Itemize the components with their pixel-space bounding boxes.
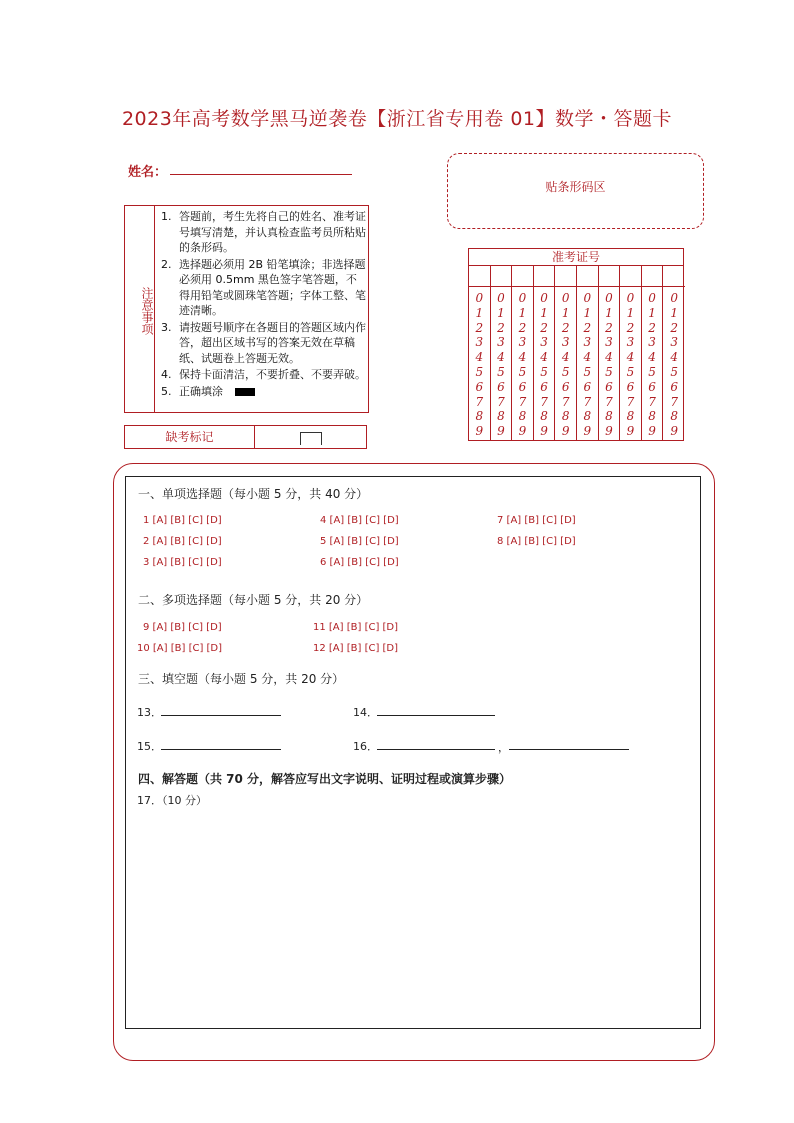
exam-id-digit-bubble[interactable]: 4 — [518, 350, 527, 365]
exam-id-digit-bubble[interactable]: 1 — [561, 305, 570, 320]
exam-id-digit-bubble[interactable]: 6 — [605, 379, 613, 394]
exam-id-digit-bubble[interactable]: 2 — [540, 320, 548, 335]
exam-id-digit-bubble[interactable]: 0 — [648, 291, 656, 305]
exam-id-digit-bubble[interactable]: 6 — [497, 379, 505, 394]
exam-id-digit-bubble[interactable]: 1 — [648, 305, 656, 320]
exam-id-digit-bubble[interactable]: 5 — [648, 364, 656, 379]
exam-id-column — [577, 266, 599, 441]
note-item — [161, 320, 366, 367]
exam-id-digit-bubble[interactable]: 1 — [626, 305, 635, 320]
name-label: 姓名： — [128, 165, 168, 180]
exam-id-digit-bubble[interactable]: 8 — [475, 409, 484, 424]
exam-id-digit-bubble[interactable]: 0 — [670, 291, 678, 305]
exam-id-digit-bubble[interactable]: 4 — [475, 350, 484, 365]
fill-question-number: 14． — [353, 706, 378, 719]
note-text: 选择题必须用 2B 铅笔填涂；非选择题必须用 0.5mm 黑色签字笔答题，不得用铅笔或圆珠笔答题；字体工整、笔迹清晰。 — [179, 257, 366, 317]
exam-id-digit-bubble[interactable]: 8 — [518, 409, 527, 424]
exam-id-digit-bubble[interactable]: 9 — [583, 424, 592, 439]
exam-id-digit-bubble[interactable]: 0 — [561, 291, 570, 305]
exam-id-digit-bubble[interactable]: 8 — [497, 409, 505, 424]
exam-id-digit-bubble[interactable]: 3 — [670, 335, 678, 350]
exam-id-digit-bubble[interactable]: 8 — [670, 409, 678, 424]
choice-question[interactable]: 12 [A] [B] [C] [D] — [313, 643, 399, 654]
note-text: 正确填涂 — [179, 384, 223, 398]
exam-id-digit-bubble[interactable]: 5 — [540, 364, 548, 379]
note-number: 3. — [161, 320, 172, 334]
exam-id-digit-bubble[interactable]: 7 — [626, 394, 635, 409]
exam-id-digit-bubble[interactable]: 4 — [605, 350, 613, 365]
absent-mark-box — [124, 425, 367, 449]
fill-answer-line[interactable] — [377, 749, 495, 750]
exam-id-digit-bubble[interactable]: 1 — [583, 305, 592, 320]
choice-question[interactable]: 10 [A] [B] [C] [D] — [137, 643, 223, 654]
exam-id-digit-bubble[interactable]: 9 — [670, 424, 678, 439]
answer-question-label: 17．（10 分） — [137, 794, 207, 807]
exam-id-digit-bubble[interactable]: 1 — [540, 305, 548, 320]
fill-question-number: 15． — [137, 740, 162, 753]
exam-id-digit-bubble[interactable]: 4 — [540, 350, 548, 365]
exam-id-write-cell[interactable] — [620, 266, 641, 287]
exam-id-digit-bubble[interactable]: 3 — [497, 335, 505, 350]
exam-id-digit-list — [534, 287, 555, 439]
exam-id-digit-bubble[interactable]: 8 — [626, 409, 635, 424]
exam-id-digit-bubble[interactable]: 3 — [540, 335, 548, 350]
exam-id-digit-bubble[interactable]: 9 — [497, 424, 505, 439]
absent-checkbox[interactable] — [300, 432, 322, 445]
name-input-line[interactable] — [170, 174, 352, 175]
exam-id-digit-bubble[interactable]: 6 — [475, 379, 484, 394]
note-text: 保持卡面清洁，不要折叠、不要弄破。 — [179, 368, 366, 381]
note-number: 1. — [161, 210, 172, 223]
exam-id-digit-bubble[interactable]: 4 — [626, 350, 635, 365]
note-item — [161, 367, 366, 383]
exam-id-digit-bubble[interactable]: 1 — [605, 305, 613, 320]
exam-id-column — [555, 266, 577, 441]
barcode-label: 贴条形码区 — [545, 180, 606, 194]
exam-id-digit-bubble[interactable]: 7 — [648, 394, 656, 409]
exam-id-digit-bubble[interactable]: 3 — [605, 335, 613, 350]
note-number: 5. — [161, 384, 172, 398]
exam-id-digit-bubble[interactable]: 5 — [626, 364, 635, 379]
exam-id-column — [599, 266, 621, 441]
exam-id-digit-bubble[interactable]: 7 — [670, 394, 678, 409]
exam-id-digit-bubble[interactable]: 4 — [561, 350, 570, 365]
exam-id-digit-bubble[interactable]: 0 — [605, 291, 613, 305]
exam-id-digit-bubble[interactable]: 8 — [648, 409, 656, 424]
exam-id-write-cell[interactable] — [599, 266, 620, 287]
exam-id-digit-bubble[interactable]: 3 — [475, 335, 484, 350]
exam-id-digit-bubble[interactable]: 2 — [605, 320, 613, 335]
exam-id-digit-bubble[interactable]: 5 — [518, 364, 527, 379]
exam-id-grid — [468, 248, 684, 441]
exam-id-digit-bubble[interactable]: 3 — [561, 335, 570, 350]
exam-id-digit-bubble[interactable]: 2 — [518, 320, 527, 335]
choice-question[interactable]: 7 [A] [B] [C] [D] — [497, 515, 576, 526]
exam-id-digit-bubble[interactable]: 0 — [583, 291, 592, 305]
choice-question[interactable]: 5 [A] [B] [C] [D] — [320, 536, 399, 547]
exam-id-digit-bubble[interactable]: 6 — [648, 379, 656, 394]
choice-question[interactable]: 8 [A] [B] [C] [D] — [497, 536, 576, 547]
exam-id-digit-bubble[interactable]: 7 — [497, 394, 505, 409]
exam-id-digit-bubble[interactable]: 2 — [583, 320, 592, 335]
exam-id-digit-bubble[interactable]: 7 — [475, 394, 484, 409]
note-item — [161, 257, 366, 319]
exam-id-write-cell[interactable] — [555, 266, 576, 287]
choice-question[interactable]: 6 [A] [B] [C] [D] — [320, 557, 399, 568]
exam-id-digit-bubble[interactable]: 6 — [626, 379, 635, 394]
exam-id-digit-bubble[interactable]: 9 — [648, 424, 656, 439]
exam-id-digit-bubble[interactable]: 5 — [497, 364, 505, 379]
page-title: 2023年高考数学黑马逆袭卷【浙江省专用卷 01】数学・答题卡 — [121, 108, 673, 130]
exam-id-digit-bubble[interactable]: 2 — [497, 320, 505, 335]
exam-id-digit-bubble[interactable]: 6 — [670, 379, 678, 394]
exam-id-digit-bubble[interactable]: 8 — [605, 409, 613, 424]
section-answer-heading: 四、解答题（共 70 分，解答应写出文字说明、证明过程或演算步骤） — [138, 772, 512, 786]
fill-answer-line[interactable] — [161, 715, 281, 716]
exam-id-digit-bubble[interactable]: 7 — [518, 394, 527, 409]
exam-id-digit-bubble[interactable]: 2 — [670, 320, 678, 335]
exam-id-digit-bubble[interactable]: 4 — [670, 350, 678, 365]
exam-id-digit-bubble[interactable]: 9 — [605, 424, 613, 439]
exam-id-digit-list — [620, 287, 641, 439]
exam-id-digit-bubble[interactable]: 3 — [518, 335, 527, 350]
exam-id-digit-bubble[interactable]: 3 — [648, 335, 656, 350]
exam-id-digit-bubble[interactable]: 5 — [583, 364, 592, 379]
exam-id-digit-bubble[interactable]: 0 — [518, 291, 527, 305]
barcode-area — [447, 153, 704, 229]
exam-id-write-cell[interactable] — [469, 266, 490, 287]
exam-id-digit-bubble[interactable]: 6 — [540, 379, 548, 394]
exam-id-digit-bubble[interactable]: 7 — [583, 394, 592, 409]
fill-answer-line[interactable] — [509, 749, 629, 750]
exam-id-digit-bubble[interactable]: 1 — [670, 305, 678, 320]
exam-id-write-cell[interactable] — [491, 266, 512, 287]
exam-id-digit-bubble[interactable]: 6 — [518, 379, 527, 394]
correct-fill-sample — [235, 388, 255, 396]
exam-id-digit-bubble[interactable]: 6 — [583, 379, 592, 394]
note-item — [161, 384, 366, 400]
choice-question[interactable]: 4 [A] [B] [C] [D] — [320, 515, 399, 526]
notes-box — [124, 205, 369, 413]
note-item — [161, 209, 366, 256]
exam-id-column — [469, 266, 491, 441]
exam-id-digit-bubble[interactable]: 4 — [497, 350, 505, 365]
exam-id-digit-bubble[interactable]: 5 — [475, 364, 484, 379]
exam-id-digit-bubble[interactable]: 0 — [540, 291, 548, 305]
fill-question-number: 16． — [353, 740, 378, 753]
exam-id-digit-bubble[interactable]: 8 — [583, 409, 592, 424]
exam-id-digit-bubble[interactable]: 3 — [583, 335, 592, 350]
exam-id-write-cell[interactable] — [577, 266, 598, 287]
fill-answer-line[interactable] — [377, 715, 495, 716]
exam-id-digit-bubble[interactable]: 7 — [605, 394, 613, 409]
choice-question[interactable]: 2 [A] [B] [C] [D] — [143, 536, 222, 547]
choice-question[interactable]: 3 [A] [B] [C] [D] — [143, 557, 222, 568]
fill-separator: ， — [498, 741, 509, 754]
choice-question[interactable]: 11 [A] [B] [C] [D] — [313, 622, 399, 633]
choice-question[interactable]: 9 [A] [B] [C] [D] — [143, 622, 222, 633]
section-fill-heading: 三、填空题（每小题 5 分，共 20 分） — [138, 672, 345, 686]
exam-id-column — [512, 266, 534, 441]
exam-id-digit-bubble[interactable]: 9 — [518, 424, 527, 439]
exam-id-digit-bubble[interactable]: 1 — [475, 305, 484, 320]
note-number: 4. — [161, 368, 172, 381]
exam-id-digit-bubble[interactable]: 2 — [626, 320, 635, 335]
exam-id-digit-bubble[interactable]: 5 — [670, 364, 678, 379]
exam-id-digit-bubble[interactable]: 0 — [497, 291, 505, 305]
exam-id-column — [534, 266, 556, 441]
exam-id-digit-bubble[interactable]: 7 — [540, 394, 548, 409]
exam-id-digit-bubble[interactable]: 9 — [561, 424, 570, 439]
note-text: 答题前，考生先将自己的姓名、准考证号填写清楚，并认真检查监考员所粘贴的条形码。 — [179, 210, 366, 254]
exam-id-digit-list — [512, 287, 533, 439]
notes-list — [161, 209, 366, 400]
exam-id-digit-bubble[interactable]: 6 — [561, 379, 570, 394]
exam-id-digit-bubble[interactable]: 1 — [497, 305, 505, 320]
exam-id-digit-bubble[interactable]: 0 — [475, 291, 484, 305]
exam-id-digit-bubble[interactable]: 2 — [561, 320, 570, 335]
exam-id-digit-bubble[interactable]: 9 — [626, 424, 635, 439]
fill-answer-line[interactable] — [161, 749, 281, 750]
exam-id-digit-bubble[interactable]: 9 — [475, 424, 484, 439]
note-text-wrap — [179, 384, 366, 400]
exam-id-digit-list — [599, 287, 620, 439]
notes-side-column — [125, 206, 155, 412]
section-single-heading: 一、单项选择题（每小题 5 分，共 40 分） — [138, 487, 369, 501]
exam-id-write-cell[interactable] — [663, 266, 685, 287]
note-number: 2. — [161, 257, 172, 271]
exam-id-digit-list — [555, 287, 576, 439]
choice-question[interactable]: 1 [A] [B] [C] [D] — [143, 515, 222, 526]
section-multi-heading: 二、多项选择题（每小题 5 分，共 20 分） — [138, 593, 369, 607]
exam-id-write-cell[interactable] — [534, 266, 555, 287]
note-text: 请按题号顺序在各题目的答题区域内作答，超出区域书写的答案无效在草稿纸、试题卷上答题无效。 — [179, 320, 366, 365]
notes-side-label: 注意事项 — [140, 287, 154, 335]
exam-id-column — [491, 266, 513, 441]
exam-id-digit-bubble[interactable]: 2 — [475, 320, 484, 335]
exam-id-digit-bubble[interactable]: 8 — [540, 409, 548, 424]
exam-id-digit-bubble[interactable]: 1 — [518, 305, 527, 320]
exam-id-digit-list — [577, 287, 598, 439]
exam-id-digit-bubble[interactable]: 0 — [626, 291, 635, 305]
exam-id-digit-list — [469, 287, 490, 439]
exam-id-title: 准考证号 — [469, 249, 683, 266]
exam-id-column — [620, 266, 642, 441]
exam-id-digit-bubble[interactable]: 7 — [561, 394, 570, 409]
exam-id-digit-bubble[interactable]: 2 — [648, 320, 656, 335]
answer-area — [125, 476, 701, 1029]
exam-id-digit-list — [642, 287, 663, 439]
exam-id-write-cell[interactable] — [512, 266, 533, 287]
exam-id-digit-bubble[interactable]: 5 — [561, 364, 570, 379]
fill-question-number: 13． — [137, 706, 162, 719]
exam-id-digit-bubble[interactable]: 3 — [626, 335, 635, 350]
exam-id-digit-bubble[interactable]: 4 — [583, 350, 592, 365]
exam-id-digit-bubble[interactable]: 8 — [561, 409, 570, 424]
exam-id-digit-list — [663, 287, 685, 439]
exam-id-digit-list — [491, 287, 512, 439]
exam-id-column — [642, 266, 664, 441]
exam-id-write-cell[interactable] — [642, 266, 663, 287]
exam-id-digit-bubble[interactable]: 4 — [648, 350, 656, 365]
absent-label: 缺考标记 — [125, 426, 255, 448]
exam-id-column — [663, 266, 685, 441]
exam-id-digit-bubble[interactable]: 9 — [540, 424, 548, 439]
exam-id-digit-bubble[interactable]: 5 — [605, 364, 613, 379]
